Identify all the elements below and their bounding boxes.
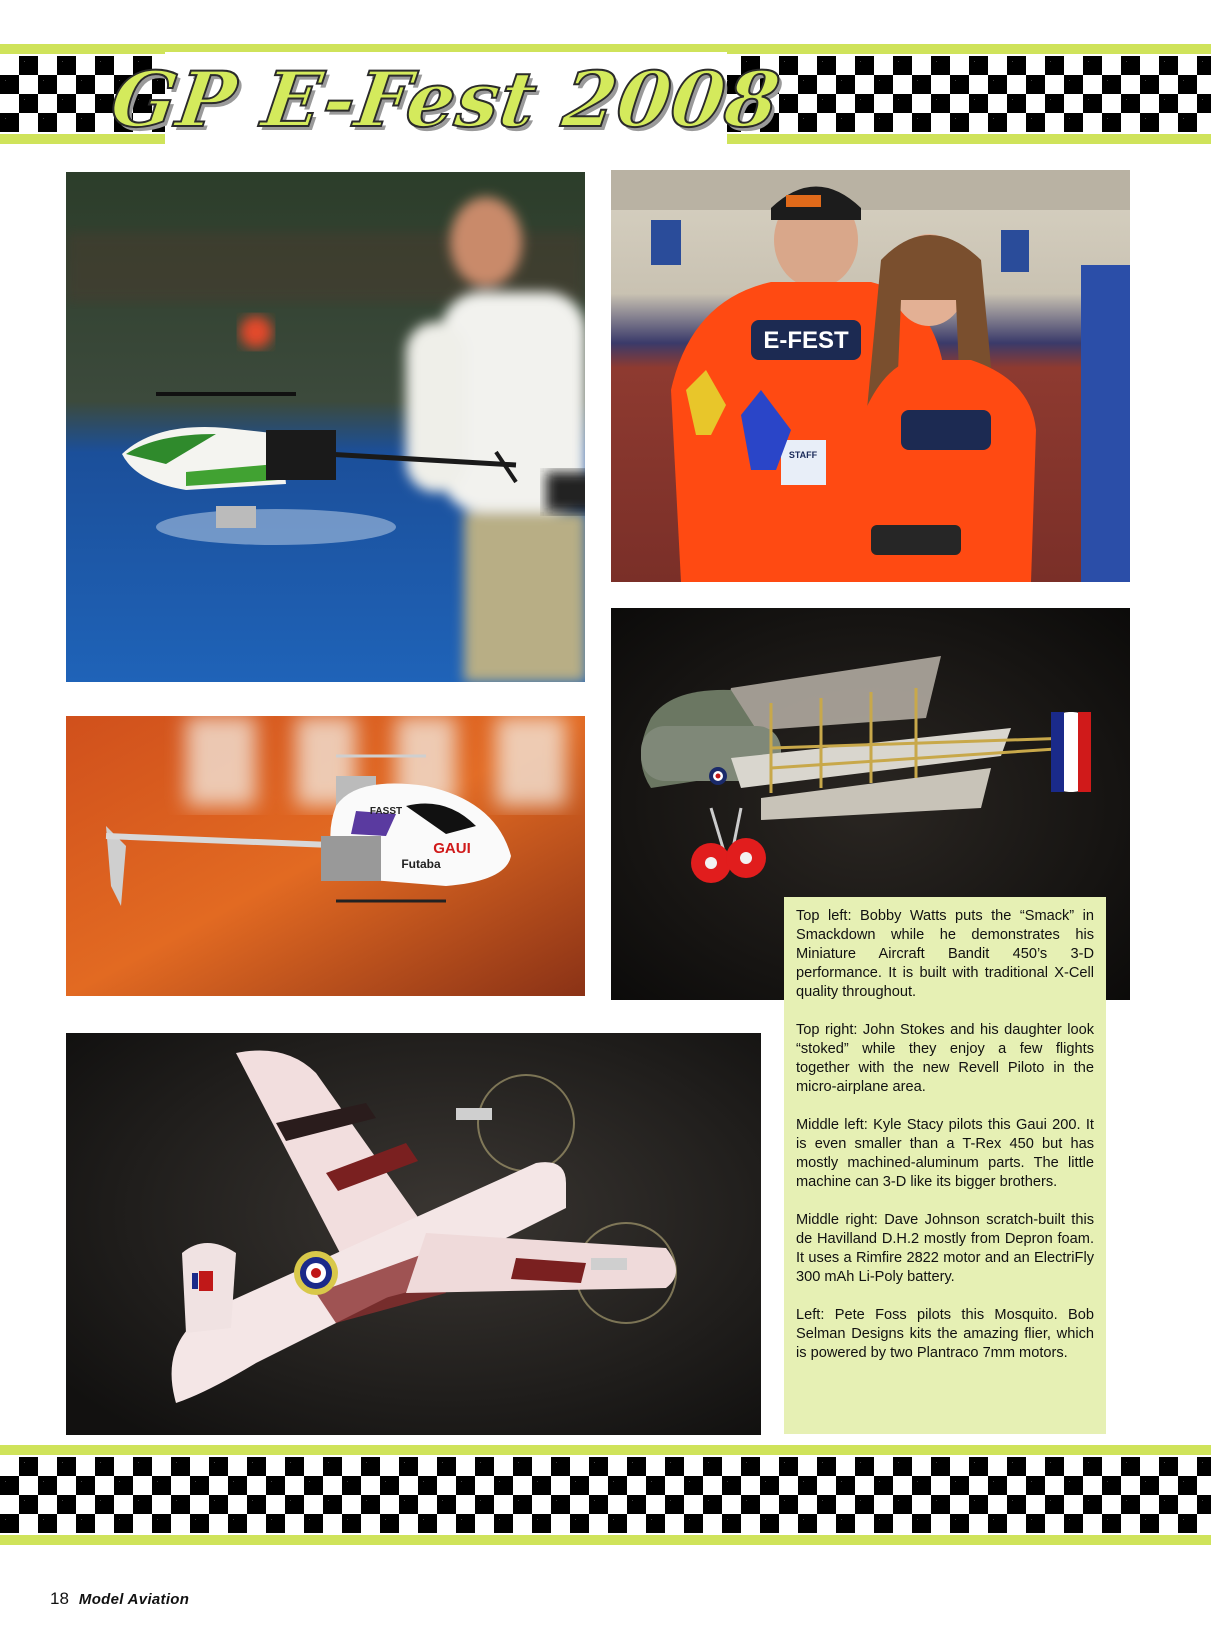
photo-middle-left-helicopter [66,716,585,996]
canopy-gaui-text: GAUI [433,840,471,857]
photo-bottom-left-mosquito [66,1033,761,1435]
page-number: 18 [50,1589,69,1608]
magazine-name: Model Aviation [78,1591,190,1608]
footer-checker-band [0,1457,1211,1533]
footer-stripe-bottom [0,1535,1211,1545]
canopy-futaba-text: Futaba [401,857,441,871]
caption-box [784,897,1106,1434]
shirt-logo-text: E-FEST [763,327,849,354]
caption-top-right: Top right: John Stokes and his daughter look “stoked” while they enjoy a few flights together with the new Revell Piloto in the micro-airplane area. [796,1022,1094,1095]
canopy-fasst-text: FASST [369,806,403,817]
photo-top-right-people [611,170,1130,582]
photo-top-left-helicopter [66,172,585,682]
caption-left: Left: Pete Foss pilots this Mosquito. Bob Selman Designs kits the amazing flier, which is powered by two Plantraco 7mm motors. [796,1307,1094,1361]
page-title-box [106,52,786,146]
caption-middle-left: Middle left: Kyle Stacy pilots this Gaui 200. It is even smaller than a T-Rex 450 but has mostly machined-aluminum parts. The little machine can 3-D like its bigger brothers. [796,1117,1094,1190]
caption-top-left: Top left: Bobby Watts puts the “Smack” in Smackdown while he demonstrates his Miniature Aircraft Bandit 450’s 3-D performance. It is built with traditional X-Cell quality throughout. [796,908,1094,1000]
page-title: GP E-Fest 2008 [106,54,786,144]
caption-middle-right: Middle right: Dave Johnson scratch-built this de Havilland D.H.2 mostly from Depron foam. It uses a Rimfire 2822 motor and an ElectriFly 300 mAh Li-Poly battery. [796,1212,1094,1285]
staff-badge-text: STAFF [788,450,818,460]
page-folio [50,1589,189,1609]
footer-stripe-top [0,1445,1211,1455]
